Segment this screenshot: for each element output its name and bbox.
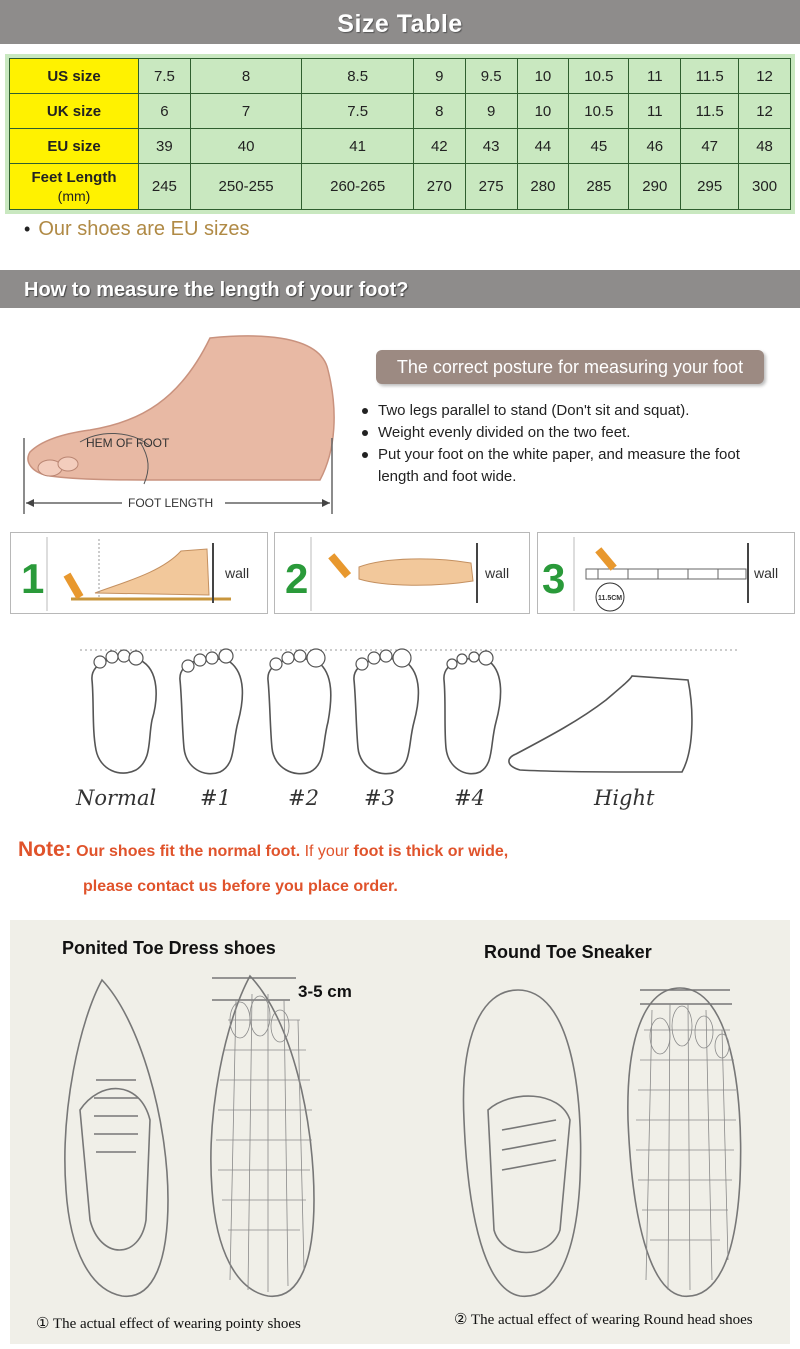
- size-cell: 295: [681, 164, 739, 210]
- step-3-wall-label: wall: [754, 565, 779, 581]
- note-text-c: foot is thick or wide,: [353, 843, 509, 860]
- size-cell: 9: [413, 59, 465, 94]
- size-cell: 46: [629, 129, 681, 164]
- foot-side-illustration: [20, 330, 340, 520]
- size-cell: 8: [190, 59, 302, 94]
- size-cell: 11.5: [681, 94, 739, 129]
- foot-types-illustration: [60, 640, 750, 790]
- foot-type-label: #2: [288, 786, 319, 810]
- size-row-header: [10, 129, 139, 164]
- size-row-header: [10, 164, 139, 210]
- size-cell: 10: [517, 94, 569, 129]
- bullet-icon: •: [24, 219, 31, 239]
- posture-bullet-2: Weight evenly divided on the two feet.: [362, 424, 630, 441]
- foot-type-label: #1: [200, 786, 231, 810]
- note-line-2: please contact us before you place order.: [83, 878, 398, 895]
- shoe-drawings: [40, 960, 760, 1310]
- note-text-a: Our shoes fit the normal foot.: [76, 843, 301, 860]
- note-prefix: Note:: [18, 838, 72, 861]
- pointed-shoe-caption: ① The actual effect of wearing pointy shoes: [36, 1316, 301, 1332]
- size-cell: 8: [413, 94, 465, 129]
- size-row-sublabel: (mm): [57, 187, 91, 204]
- step-3-panel: [537, 532, 795, 614]
- step-3-measure-tag: 11.5CM: [598, 595, 623, 602]
- round-shoe-caption: ② The actual effect of wearing Round head shoes: [454, 1312, 753, 1328]
- eu-size-note-text: Our shoes are EU sizes: [38, 218, 250, 240]
- size-cell: 275: [465, 164, 517, 210]
- size-cell: 11: [629, 59, 681, 94]
- size-cell: 11: [629, 94, 681, 129]
- size-cell: 280: [517, 164, 569, 210]
- step-1-number: 1: [21, 555, 45, 602]
- size-cell: 7.5: [302, 94, 414, 129]
- size-cell: 10: [517, 59, 569, 94]
- size-cell: 10.5: [569, 59, 629, 94]
- foot-length-label: FOOT LENGTH: [128, 496, 214, 510]
- size-table-row: [10, 59, 791, 94]
- step-2-panel: [274, 532, 530, 614]
- size-cell: 8.5: [302, 59, 414, 94]
- size-cell: 44: [517, 129, 569, 164]
- size-table-row: [10, 129, 791, 164]
- size-cell: 11.5: [681, 59, 739, 94]
- size-row-label: UK size: [46, 102, 102, 120]
- size-cell: 39: [139, 129, 191, 164]
- pointed-shoe-title: Ponited Toe Dress shoes: [62, 938, 276, 958]
- foot-type-label: #4: [454, 786, 485, 810]
- size-cell: 45: [569, 129, 629, 164]
- foot-type-label: Normal: [76, 786, 157, 810]
- measure-section-title: How to measure the length of your foot?: [0, 270, 800, 308]
- step-3-number: 3: [542, 555, 566, 602]
- size-cell: 300: [739, 164, 791, 210]
- eu-size-note: [24, 218, 250, 241]
- bullet-icon: [362, 430, 368, 436]
- size-cell: 10.5: [569, 94, 629, 129]
- size-table-row: [10, 164, 791, 210]
- size-cell: 9: [465, 94, 517, 129]
- posture-bullet-1: Two legs parallel to stand (Don't sit and squat).: [362, 402, 689, 419]
- size-cell: 40: [190, 129, 302, 164]
- size-cell: 245: [139, 164, 191, 210]
- foot-type-label: #3: [364, 786, 395, 810]
- size-table: [9, 58, 791, 210]
- posture-bullet-3: Put your foot on the white paper, and measure the foot: [362, 446, 740, 463]
- step-2-number: 2: [285, 555, 309, 602]
- size-table-container: [5, 54, 795, 214]
- size-cell: 41: [302, 129, 414, 164]
- size-cell: 260-265: [302, 164, 414, 210]
- size-cell: 43: [465, 129, 517, 164]
- posture-title: The correct posture for measuring your foot: [376, 350, 764, 384]
- step-1-panel: [10, 532, 268, 614]
- size-cell: 12: [739, 59, 791, 94]
- hem-of-foot-label: HEM OF FOOT: [86, 436, 170, 450]
- size-cell: 6: [139, 94, 191, 129]
- foot-type-label: Hight: [594, 786, 655, 810]
- note-text-b: If your: [304, 843, 350, 860]
- size-cell: 290: [629, 164, 681, 210]
- size-cell: 12: [739, 94, 791, 129]
- step-1-wall-label: wall: [225, 565, 250, 581]
- gap-label: 3-5 cm: [298, 982, 352, 1001]
- size-cell: 7.5: [139, 59, 191, 94]
- bullet-icon: [362, 408, 368, 414]
- size-table-row: [10, 94, 791, 129]
- size-cell: 270: [413, 164, 465, 210]
- size-row-header: [10, 59, 139, 94]
- posture-bullet-3-cont: length and foot wide.: [378, 468, 517, 485]
- size-cell: 7: [190, 94, 302, 129]
- size-cell: 42: [413, 129, 465, 164]
- round-shoe-title: Round Toe Sneaker: [484, 942, 652, 962]
- size-cell: 285: [569, 164, 629, 210]
- step-2-wall-label: wall: [485, 565, 510, 581]
- size-table-title: Size Table: [0, 0, 800, 44]
- bullet-icon: [362, 452, 368, 458]
- size-row-header: [10, 94, 139, 129]
- size-cell: 9.5: [465, 59, 517, 94]
- size-cell: 250-255: [190, 164, 302, 210]
- note-line-1: [18, 838, 508, 862]
- size-cell: 48: [739, 129, 791, 164]
- size-row-label: Feet Length: [31, 168, 117, 186]
- size-row-label: US size: [47, 67, 101, 85]
- size-cell: 47: [681, 129, 739, 164]
- size-row-label: EU size: [47, 137, 101, 155]
